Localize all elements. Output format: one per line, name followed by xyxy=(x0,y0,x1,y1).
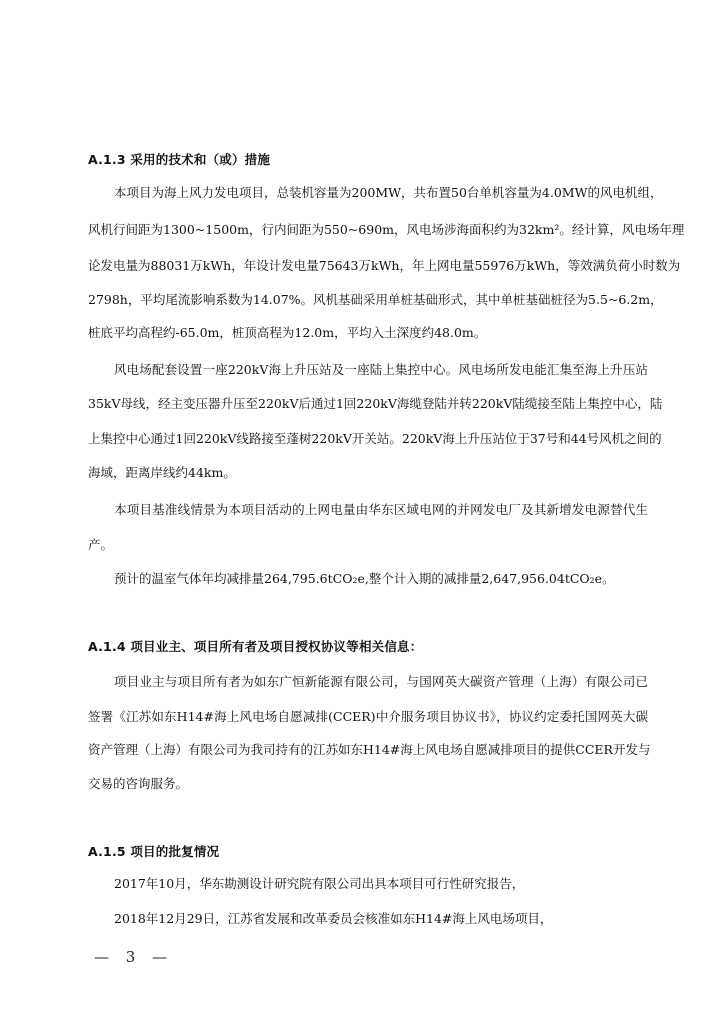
paragraph-line: 海域，距离岸线约44km。 xyxy=(88,465,236,480)
section-heading-a14: A.1.4 项目业主、项目所有者及项目授权协议等相关信息： xyxy=(88,639,423,654)
paragraph-line: 35kV母线，经主变压器升压至220kV后通过1回220kV海缆登陆并转220kV陆缆接至陆上集控中心，陆 xyxy=(88,396,663,411)
paragraph-line: 本项目为海上风力发电项目，总装机容量为200MW，共布置50台单机容量为4.0MW的风电机组， xyxy=(114,185,663,200)
section-heading-a15: A.1.5 项目的批复情况 xyxy=(88,844,220,859)
paragraph-line: 上集控中心通过1回220kV线路接至蓬树220kV开关站。220kV海上升压站位于37号和44号风机之间的 xyxy=(88,431,662,446)
section-heading-a13: A.1.3 采用的技术和（或）措施 xyxy=(88,152,271,167)
page-number: — 3 — xyxy=(94,948,174,966)
paragraph-line: 风电场配套设置一座220kV海上升压站及一座陆上集控中心。风电场所发电能汇集至海上升压站 xyxy=(114,362,648,377)
paragraph-line: 签署《江苏如东H14#海上风电场自愿减排(CCER)中介服务项目协议书》，协议约定委托国网英大碳 xyxy=(88,709,648,724)
paragraph-line: 风机行间距为1300~1500m，行内间距为550~690m，风电场涉海面积约为32km²。经计算，风电场年理 xyxy=(88,222,685,237)
paragraph-line: 资产管理（上海）有限公司为我司持有的江苏如东H14#海上风电场自愿减排项目的提供CCER开发与 xyxy=(88,742,651,757)
paragraph-line: 2018年12月29日，江苏省发展和改革委员会核准如东H14#海上风电场项目， xyxy=(114,911,553,926)
paragraph-line: 产。 xyxy=(88,537,114,552)
paragraph-line: 本项目基准线情景为本项目活动的上网电量由华东区域电网的并网发电厂及其新增发电源替代生 xyxy=(114,502,648,517)
paragraph-line: 预计的温室气体年均减排量264,795.6tCO₂e,整个计入期的减排量2,647,956.04tCO₂e。 xyxy=(114,571,615,586)
paragraph-line: 论发电量为88031万kWh，年设计发电量75643万kWh，年上网电量55976万kWh，等效满负荷小时数为 xyxy=(88,258,681,273)
paragraph-line: 项目业主与项目所有者为如东广恒新能源有限公司，与国网英大碳资产管理（上海）有限公司已 xyxy=(114,674,648,689)
paragraph-line: 2798h，平均尾流影响系数为14.07%。风机基础采用单桩基础形式，其中单桩基础桩径为5.5~6.2m， xyxy=(88,292,663,307)
paragraph-line: 交易的咨询服务。 xyxy=(88,776,189,791)
paragraph-line: 桩底平均高程约-65.0m，桩顶高程为12.0m，平均入土深度约48.0m。 xyxy=(88,325,487,340)
paragraph-line: 2017年10月，华东勘测设计研究院有限公司出具本项目可行性研究报告， xyxy=(114,876,525,891)
